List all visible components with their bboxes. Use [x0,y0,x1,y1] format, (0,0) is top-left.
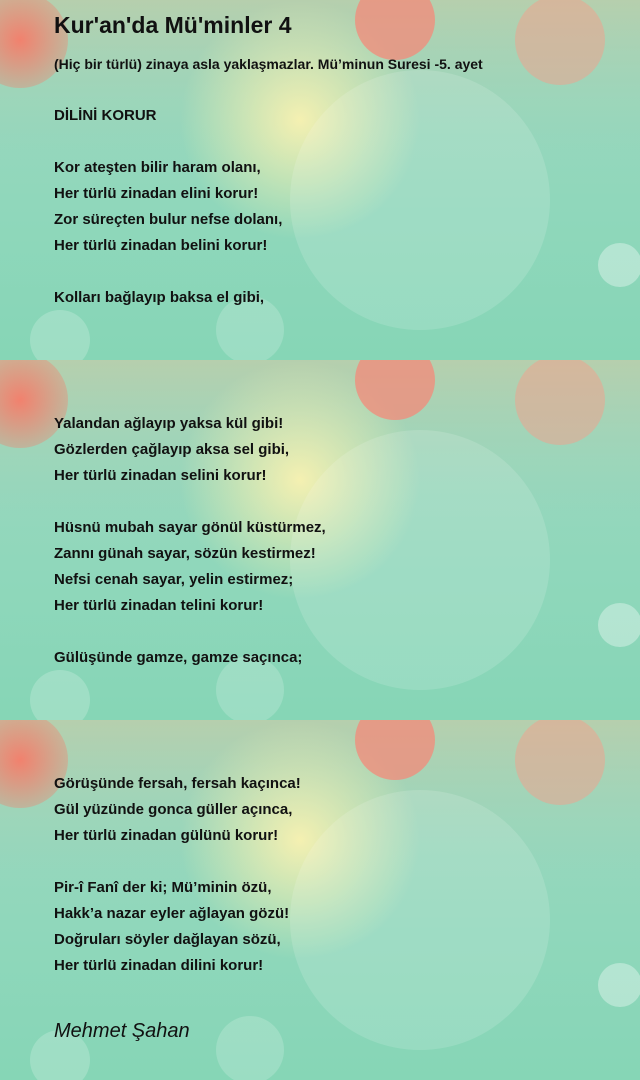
stanza-2-line-4: Her türlü zinadan selini korur! [54,467,267,484]
stanza-2-line-1: Kolları bağlayıp baksa el gibi, [54,289,265,306]
stanza-2-line-3: Gözlerden çağlayıp aksa sel gibi, [54,441,290,458]
stanza-3-line-1: Hüsnü mubah sayar gönül küstürmez, [54,519,326,536]
stanza-4-line-1: Gülüşünde gamze, gamze saçınca; [54,649,303,666]
poem-panel-2 [0,360,640,720]
stanza-5-line-2: Hakk’a nazar eyler ağlayan gözü! [54,905,290,922]
stanza-1-line-4: Her türlü zinadan belini korur! [54,237,268,254]
stanza-5-line-3: Doğruları söyler dağlayan sözü, [54,931,281,948]
stanza-5-line-4: Her türlü zinadan dilini korur! [54,957,264,974]
stanza-2-line-2: Yalandan ağlayıp yaksa kül gibi! [54,415,284,432]
stanza-3-line-4: Her türlü zinadan telini korur! [54,597,264,614]
stanza-4-line-4: Her türlü zinadan gülünü korur! [54,827,279,844]
stanza-5-line-1: Pir-î Fanî der ki; Mü’minin özü, [54,879,272,896]
poem-subtitle: (Hiç bir türlü) zinaya asla yaklaşmazlar. Mü’minun Suresi -5. ayet [54,56,483,72]
poem-panel-1 [0,0,640,360]
stanza-3-line-3: Nefsi cenah sayar, yelin estirmez; [54,571,294,588]
stanza-4-line-3: Gül yüzünde gonca güller açınca, [54,801,293,818]
stanza-1-line-1: Kor ateşten bilir haram olanı, [54,159,261,176]
poem-title: Kur'an'da Mü'minler 4 [54,12,292,38]
stanza-3-line-2: Zannı günah sayar, sözün kestirmez! [54,545,316,562]
stanza-1-line-2: Her türlü zinadan elini korur! [54,185,259,202]
section-heading: DİLİNİ KORUR [54,107,157,124]
stanza-4-line-2: Görüşünde fersah, fersah kaçınca! [54,775,301,792]
stanza-1-line-3: Zor süreçten bulur nefse dolanı, [54,211,283,228]
author-name: Mehmet Şahan [54,1020,190,1042]
